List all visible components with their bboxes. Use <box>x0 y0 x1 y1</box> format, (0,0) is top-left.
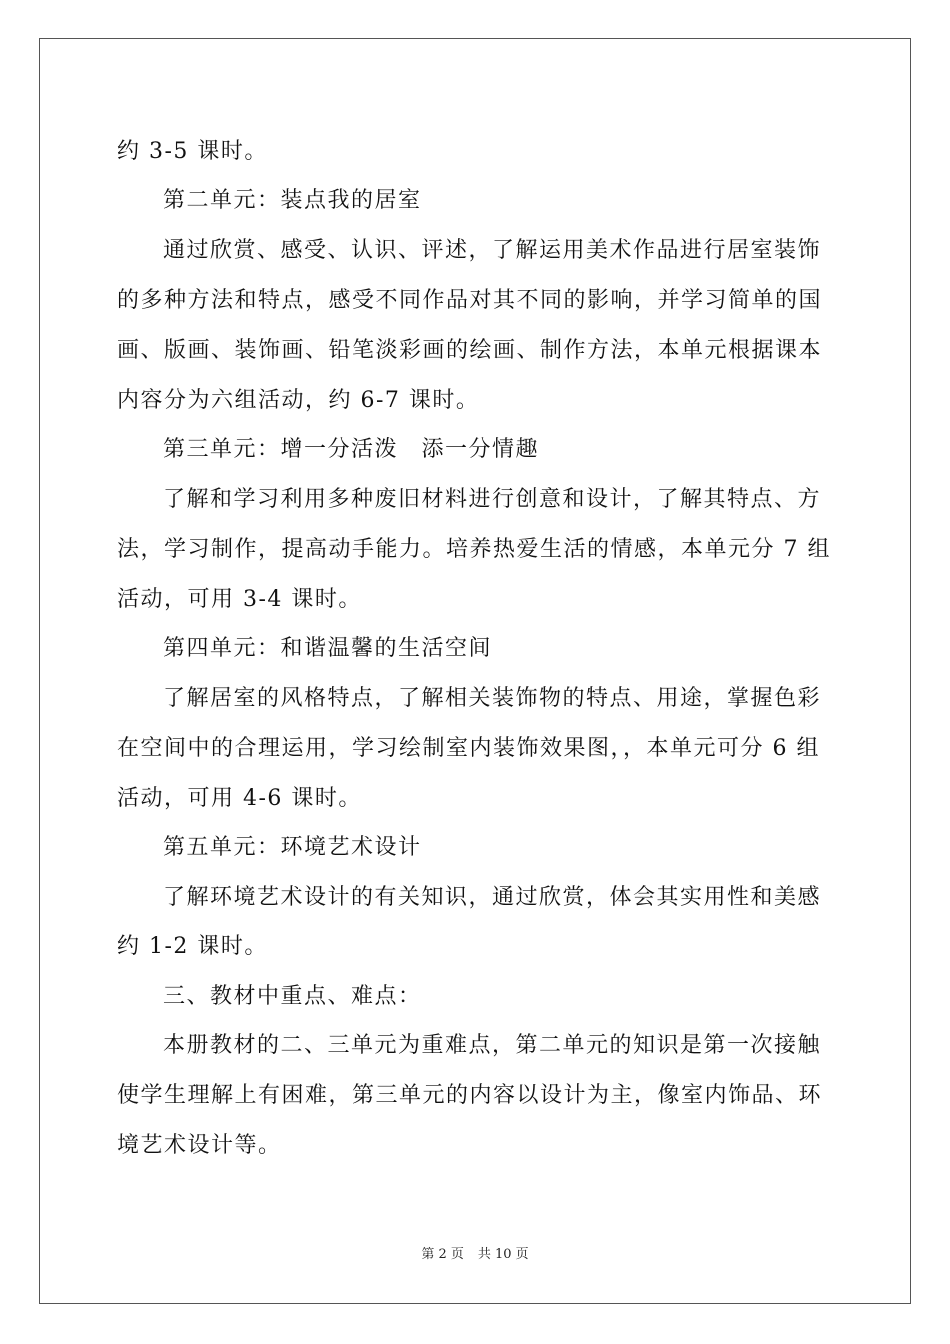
text-line: 本册教材的二、三单元为重难点，第二单元的知识是第一次接触 <box>163 1033 822 1058</box>
unit-heading: 第四单元：和谐温馨的生活空间 <box>163 636 493 661</box>
unit-heading: 第五单元：环境艺术设计 <box>163 835 422 860</box>
text-line: 活动，可用 3-4 课时。 <box>117 587 362 612</box>
text-line: 活动，可用 4-6 课时。 <box>117 786 362 811</box>
unit-heading: 第二单元：装点我的居室 <box>163 188 422 213</box>
unit-heading: 第三单元：增一分活泼 添一分情趣 <box>163 437 540 462</box>
text-line: 约 3-5 课时。 <box>117 139 268 164</box>
text-line: 在空间中的合理运用，学习绘制室内装饰效果图，，本单元可分 6 组 <box>117 736 820 761</box>
text-line: 使学生理解上有困难，第三单元的内容以设计为主，像室内饰品、环 <box>117 1083 823 1108</box>
text-line: 的多种方法和特点，感受不同作品对其不同的影响，并学习简单的国 <box>117 288 823 313</box>
page-number: 第 2 页 <box>421 1247 464 1262</box>
text-line: 境艺术设计等。 <box>117 1133 282 1158</box>
text-line: 法，学习制作，提高动手能力。培养热爱生活的情感，本单元分 7 组 <box>117 537 831 562</box>
text-line: 了解和学习利用多种废旧材料进行创意和设计，了解其特点、方 <box>163 487 822 512</box>
page-frame <box>39 38 911 1304</box>
text-line: 了解居室的风格特点，了解相关装饰物的特点、用途，掌握色彩 <box>163 686 822 711</box>
text-line: 了解环境艺术设计的有关知识，通过欣赏，体会其实用性和美感 <box>163 885 822 910</box>
page-total: 共 10 页 <box>477 1247 529 1262</box>
text-line: 内容分为六组活动，约 6-7 课时。 <box>117 388 480 413</box>
text-line: 约 1-2 课时。 <box>117 934 268 959</box>
page-footer <box>0 1246 950 1264</box>
section-heading: 三、教材中重点、难点： <box>163 984 422 1009</box>
text-line: 通过欣赏、感受、认识、评述，了解运用美术作品进行居室装饰 <box>163 238 822 263</box>
text-line: 画、版画、装饰画、铅笔淡彩画的绘画、制作方法，本单元根据课本 <box>117 338 823 363</box>
